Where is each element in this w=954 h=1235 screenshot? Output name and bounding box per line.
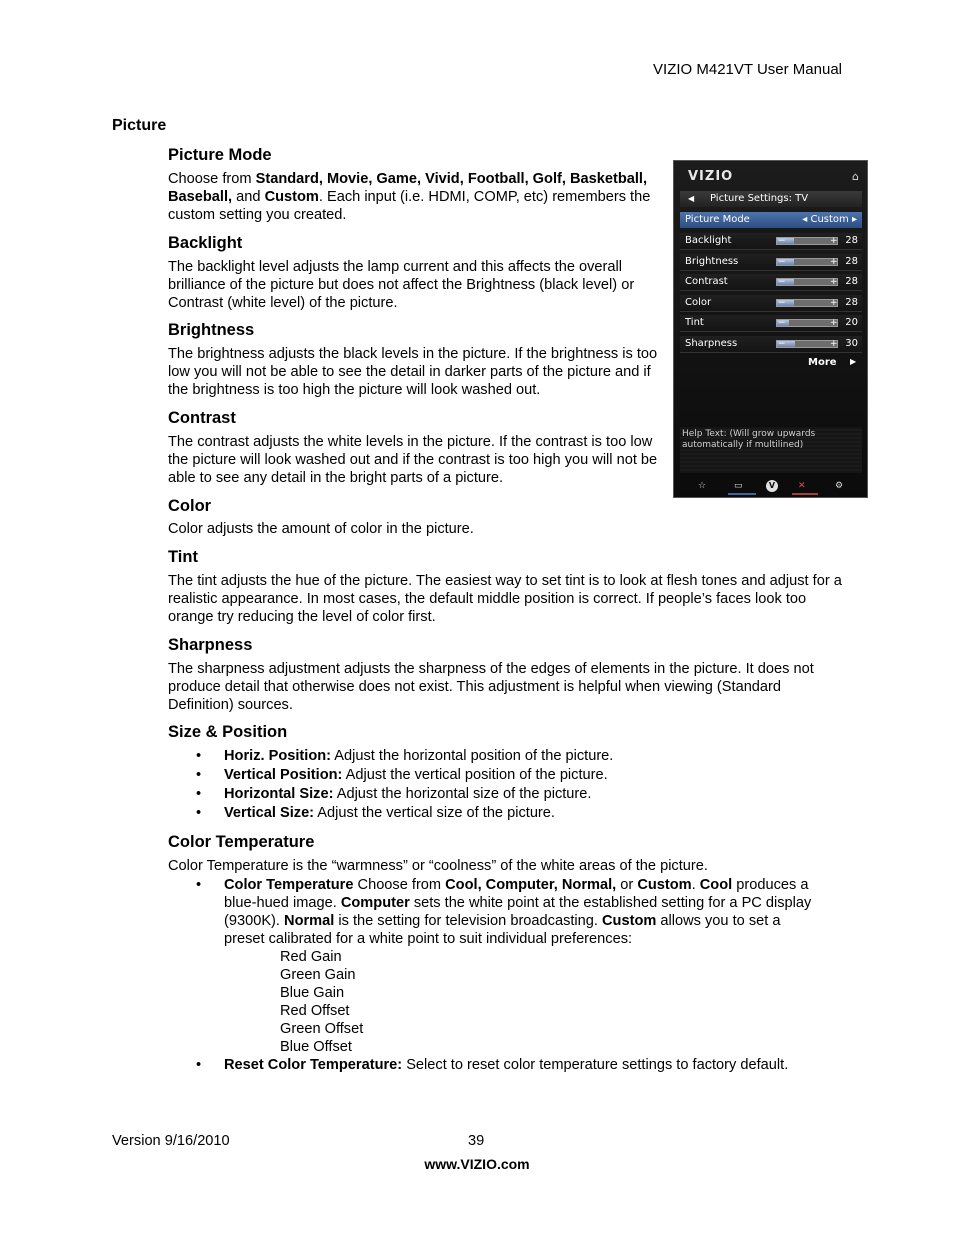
- paragraph-brightness: The brightness adjusts the black levels in the picture. If the brightness is too low you will not be able to see the detail in darker parts of the picture and if the brightness is too high the picture will look washed out.: [168, 346, 658, 398]
- breadcrumb-label: Picture Settings: TV: [710, 193, 809, 204]
- manual-title: VIZIO M421VT User Manual: [653, 61, 842, 78]
- website-link[interactable]: www.VIZIO.com: [424, 1156, 530, 1172]
- list-item: Red Gain: [280, 949, 342, 965]
- page-number: 39: [468, 1133, 485, 1149]
- gear-icon[interactable]: ⚙: [835, 481, 844, 491]
- plus-icon: +: [830, 236, 838, 246]
- heading-tint: Tint: [168, 548, 198, 566]
- row-value: 30: [845, 338, 858, 349]
- list-item: Red Offset: [280, 1003, 350, 1019]
- row-value: 20: [845, 317, 858, 328]
- heading-contrast: Contrast: [168, 409, 236, 427]
- tv-bottom-bar: [674, 479, 868, 497]
- row-value: 28: [845, 297, 858, 308]
- paragraph-color-temperature: Color Temperature is the “warmness” or “coolness” of the white areas of the picture.: [168, 858, 708, 874]
- minus-icon: −: [778, 236, 786, 246]
- heading-picture-mode: Picture Mode: [168, 146, 272, 164]
- breadcrumb[interactable]: [680, 191, 862, 207]
- list-item: • Reset Color Temperature: Select to reset color temperature settings to factory default.: [196, 1057, 789, 1073]
- list-item: • Vertical Position: Adjust the vertical position of the picture.: [196, 767, 608, 783]
- plus-icon: +: [830, 339, 838, 349]
- minus-icon: −: [778, 339, 786, 349]
- more-button[interactable]: More: [808, 357, 837, 368]
- custom-settings-list: [224, 948, 816, 1056]
- menu-item-color[interactable]: [680, 295, 862, 312]
- row-label: Sharpness: [685, 338, 738, 349]
- vizio-logo: VIZIO: [688, 169, 734, 184]
- row-label: Contrast: [685, 276, 728, 287]
- paragraph-contrast: The contrast adjusts the white levels in the picture. If the contrast is too low the picture will look washed out and if the contrast is too high you will not be able to see any detail in the bright parts of a picture.: [168, 434, 658, 486]
- row-label: Brightness: [685, 256, 739, 267]
- menu-item-contrast[interactable]: [680, 274, 862, 291]
- heading-color: Color: [168, 497, 212, 515]
- row-value: 28: [845, 276, 858, 287]
- section-title: Picture: [112, 117, 167, 134]
- back-arrow-icon[interactable]: ◀: [688, 194, 695, 203]
- minus-icon: −: [778, 298, 786, 308]
- list-item: Blue Gain: [280, 985, 345, 1001]
- help-text: Help Text: (Will grow upwards automatically if multilined): [680, 427, 862, 473]
- paragraph-color: Color adjusts the amount of color in the picture.: [168, 521, 474, 537]
- color-temperature-list: [196, 876, 816, 1074]
- row-label: Color: [685, 297, 712, 308]
- menu-icon[interactable]: ▭: [734, 481, 743, 491]
- tv-picture-settings-menu: [673, 160, 868, 498]
- paragraph-sharpness: The sharpness adjustment adjusts the sharpness of the edges of elements in the picture. It does not produce detail that otherwise does not exist. This adjustment is helpful when viewing (Standard Definition) sources.: [168, 661, 814, 713]
- star-icon[interactable]: ☆: [698, 481, 707, 491]
- menu-item-backlight[interactable]: [680, 233, 862, 250]
- row-label: Backlight: [685, 235, 732, 246]
- list-item: • Horizontal Size: Adjust the horizontal size of the picture.: [196, 786, 592, 802]
- list-item: • Horiz. Position: Adjust the horizontal position of the picture.: [196, 748, 614, 764]
- list-item: • Vertical Size: Adjust the vertical size of the picture.: [196, 805, 555, 821]
- heading-color-temperature: Color Temperature: [168, 833, 315, 851]
- chevron-right-icon: ▶: [850, 357, 857, 366]
- menu-item-sharpness[interactable]: [680, 336, 862, 353]
- home-icon[interactable]: ⌂: [852, 170, 859, 183]
- minus-icon: −: [778, 257, 786, 267]
- paragraph-backlight: The backlight level adjusts the lamp current and this affects the overall brilliance of the picture but does not affect the Brightness (black level) or Contrast (white level) of the picture.: [168, 259, 635, 311]
- list-item: Green Offset: [280, 1021, 364, 1037]
- row-value: 28: [845, 235, 858, 246]
- close-underline: [792, 493, 818, 495]
- paragraph-tint: The tint adjusts the hue of the picture. The easiest way to set tint is to look at flesh tones and adjust for a realistic appearance. In most cases, the default middle position is correct. If people’s faces look too orange try reducing the level of color first.: [168, 573, 842, 625]
- list-item: Green Gain: [280, 967, 356, 983]
- heading-size-position: Size & Position: [168, 723, 288, 741]
- heading-sharpness: Sharpness: [168, 636, 253, 654]
- list-item: Blue Offset: [280, 1039, 352, 1055]
- paragraph-picture-mode: Choose from Standard, Movie, Game, Vivid, Football, Golf, Basketball, Baseball, and Custom. Each input (i.e. HDMI, COMP, etc) remembers the custom setting you created.: [168, 171, 651, 223]
- heading-brightness: Brightness: [168, 321, 255, 339]
- version-label: Version 9/16/2010: [112, 1133, 230, 1149]
- close-icon[interactable]: ✕: [798, 481, 806, 491]
- menu-item-brightness[interactable]: [680, 254, 862, 271]
- plus-icon: +: [830, 298, 838, 308]
- menu-item-tint[interactable]: [680, 315, 862, 332]
- heading-backlight: Backlight: [168, 234, 243, 252]
- menu-underline: [728, 493, 756, 495]
- row-label: Tint: [685, 317, 704, 328]
- size-position-list: [196, 747, 846, 823]
- minus-icon: −: [778, 318, 786, 328]
- vizio-v-icon[interactable]: V: [766, 480, 778, 492]
- picture-mode-value: ◂ Custom ▸: [802, 214, 857, 225]
- plus-icon: +: [830, 277, 838, 287]
- minus-icon: −: [778, 277, 786, 287]
- menu-item-picture-mode[interactable]: [680, 212, 862, 228]
- list-item: • Color Temperature Choose from Cool, Computer, Normal, or Custom. Cool produces a blue-hued image. Computer sets the white point at the established setting for a PC display (9300K). Normal is the setting for television broadcasting. Custom allows you to set a preset calibrated for a white point to suit individual preferences: Red Gain Green Gain Blue Gain Red Offset Green Offset Blue Offset: [196, 876, 816, 1056]
- picture-mode-label: Picture Mode: [685, 214, 750, 225]
- plus-icon: +: [830, 318, 838, 328]
- plus-icon: +: [830, 257, 838, 267]
- row-value: 28: [845, 256, 858, 267]
